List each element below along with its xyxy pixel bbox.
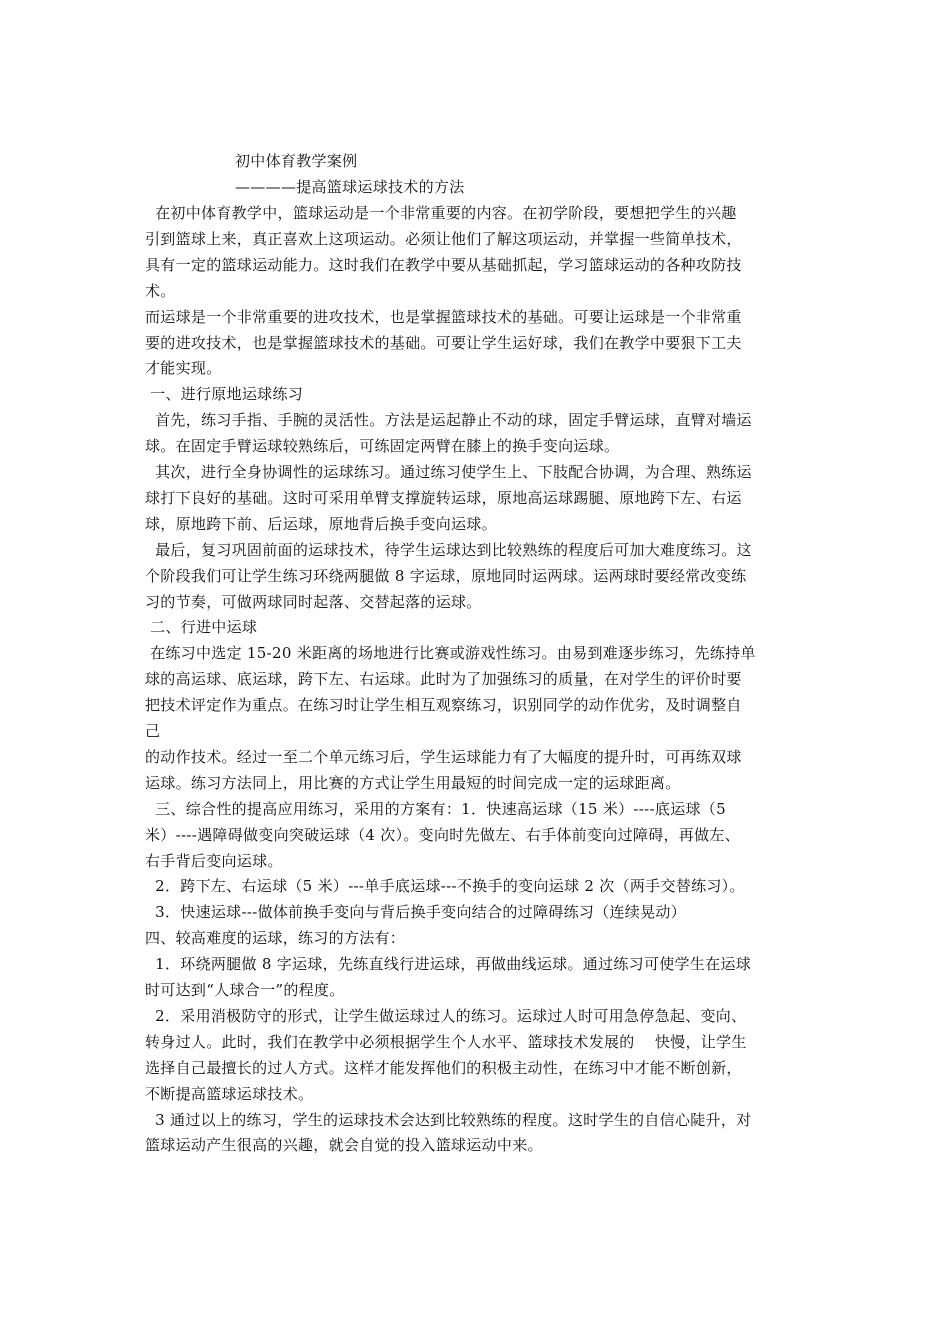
body-line: 习的节奏，可做两球同时起落、交替起落的运球。 xyxy=(145,593,482,611)
body-line: 三、综合性的提高应用练习，采用的方案有：1．快速高运球（15 米）----底运球（5 xyxy=(145,800,726,818)
body-line: 3．快速运球---做体前换手变向与背后换手变向结合的过障碍练习（连续晃动） xyxy=(145,903,686,921)
body-line: 篮球运动产生很高的兴趣，就会自觉的投入篮球运动中来。 xyxy=(145,1136,543,1154)
body-line: 一、进行原地运球练习 xyxy=(145,385,304,403)
body-line: 球，原地跨下前、后运球，原地背后换手变向运球。 xyxy=(145,515,497,533)
body-line: 四、较高难度的运球，练习的方法有： xyxy=(145,929,406,947)
body-line: 米）----遇障碍做变向突破运球（4 次）。变向时先做左、右手体前变向过障碍，再做左、 xyxy=(145,826,740,844)
body-line: 个阶段我们可让学生练习环绕两腿做 8 字运球，原地同时运两球。运两球时要经常改变练 xyxy=(145,567,747,585)
body-line: 球打下良好的基础。这时可采用单臂支撑旋转运球，原地高运球踢腿、原地跨下左、右运 xyxy=(145,489,742,507)
body-line: 2．采用消极防守的形式，让学生做运球过人的练习。运球过人时可用急停急起、变向、 xyxy=(145,1007,747,1025)
body-line: 首先，练习手指、手腕的灵活性。方法是运起静止不动的球，固定手臂运球，直臂对墙运 xyxy=(145,411,752,429)
body-line: 在练习中选定 15-20 米距离的场地进行比赛或游戏性练习。由易到难逐步练习，先练持单 xyxy=(145,644,756,662)
body-line: 把技术评定作为重点。在练习时让学生相互观察练习，识别同学的动作优劣，及时调整自 xyxy=(145,696,742,714)
body-line: 1．环绕两腿做 8 字运球，先练直线行进运球，再做曲线运球。通过练习可使学生在运球 xyxy=(145,955,752,973)
body-line: 的动作技术。经过一至二个单元练习后，学生运球能力有了大幅度的提升时，可再练双球 xyxy=(145,748,742,766)
body-line: 2．跨下左、右运球（5 米）---单手底运球---不换手的变向运球 2 次（两手交替练习）。 xyxy=(145,877,745,895)
body-line: 二、行进中运球 xyxy=(145,618,258,636)
body-line: 最后，复习巩固前面的运球技术，待学生运球达到比较熟练的程度后可加大难度练习。这 xyxy=(145,541,752,559)
body-line: 具有一定的篮球运动能力。这时我们在教学中要从基础抓起，学习篮球运动的各种攻防技 xyxy=(145,256,742,274)
body-line: 时可达到“人球合一”的程度。 xyxy=(145,981,345,999)
body-line: 选择自己最擅长的过人方式。这样才能发挥他们的积极主动性，在练习中才能不断创新， xyxy=(145,1059,742,1077)
document-subtitle: ————提高篮球运球技术的方法 xyxy=(235,178,465,196)
document-title: 初中体育教学案例 xyxy=(235,152,358,170)
body-line: 球的高运球、底运球，跨下左、右运球。此时为了加强练习的质量，在对学生的评价时要 xyxy=(145,670,742,688)
body-line: 在初中体育教学中，篮球运动是一个非常重要的内容。在初学阶段，要想把学生的兴趣 xyxy=(145,204,737,222)
body-line: 3 通过以上的练习，学生的运球技术会达到比较熟练的程度。这时学生的自信心陡升，对 xyxy=(145,1111,752,1129)
body-line: 其次，进行全身协调性的运球练习。通过练习使学生上、下肢配合协调，为合理、熟练运 xyxy=(145,463,752,481)
body-line: 运球。练习方法同上，用比赛的方式让学生用最短的时间完成一定的运球距离。 xyxy=(145,774,681,792)
body-line: 术。 xyxy=(145,282,176,300)
body-line: 而运球是一个非常重要的进攻技术，也是掌握篮球技术的基础。可要让运球是一个非常重 xyxy=(145,308,742,326)
body-line: 要的进攻技术，也是掌握篮球技术的基础。可要让学生运好球，我们在教学中要狠下工夫 xyxy=(145,334,742,352)
body-line: 才能实现。 xyxy=(145,359,222,377)
body-line: 球。在固定手臂运球较熟练后，可练固定两臂在膝上的换手变向运球。 xyxy=(145,437,620,455)
body-line: 不断提高篮球运球技术。 xyxy=(145,1085,314,1103)
body-line: 转身过人。此时，我们在教学中必须根据学生个人水平、篮球技术发展的 快慢，让学生 xyxy=(145,1033,747,1051)
body-line: 右手背后变向运球。 xyxy=(145,852,283,870)
body-line: 引到篮球上来，真正喜欢上这项运动。必须让他们了解这项运动，并掌握一些简单技术， xyxy=(145,230,742,248)
body-line: 己 xyxy=(145,722,161,740)
